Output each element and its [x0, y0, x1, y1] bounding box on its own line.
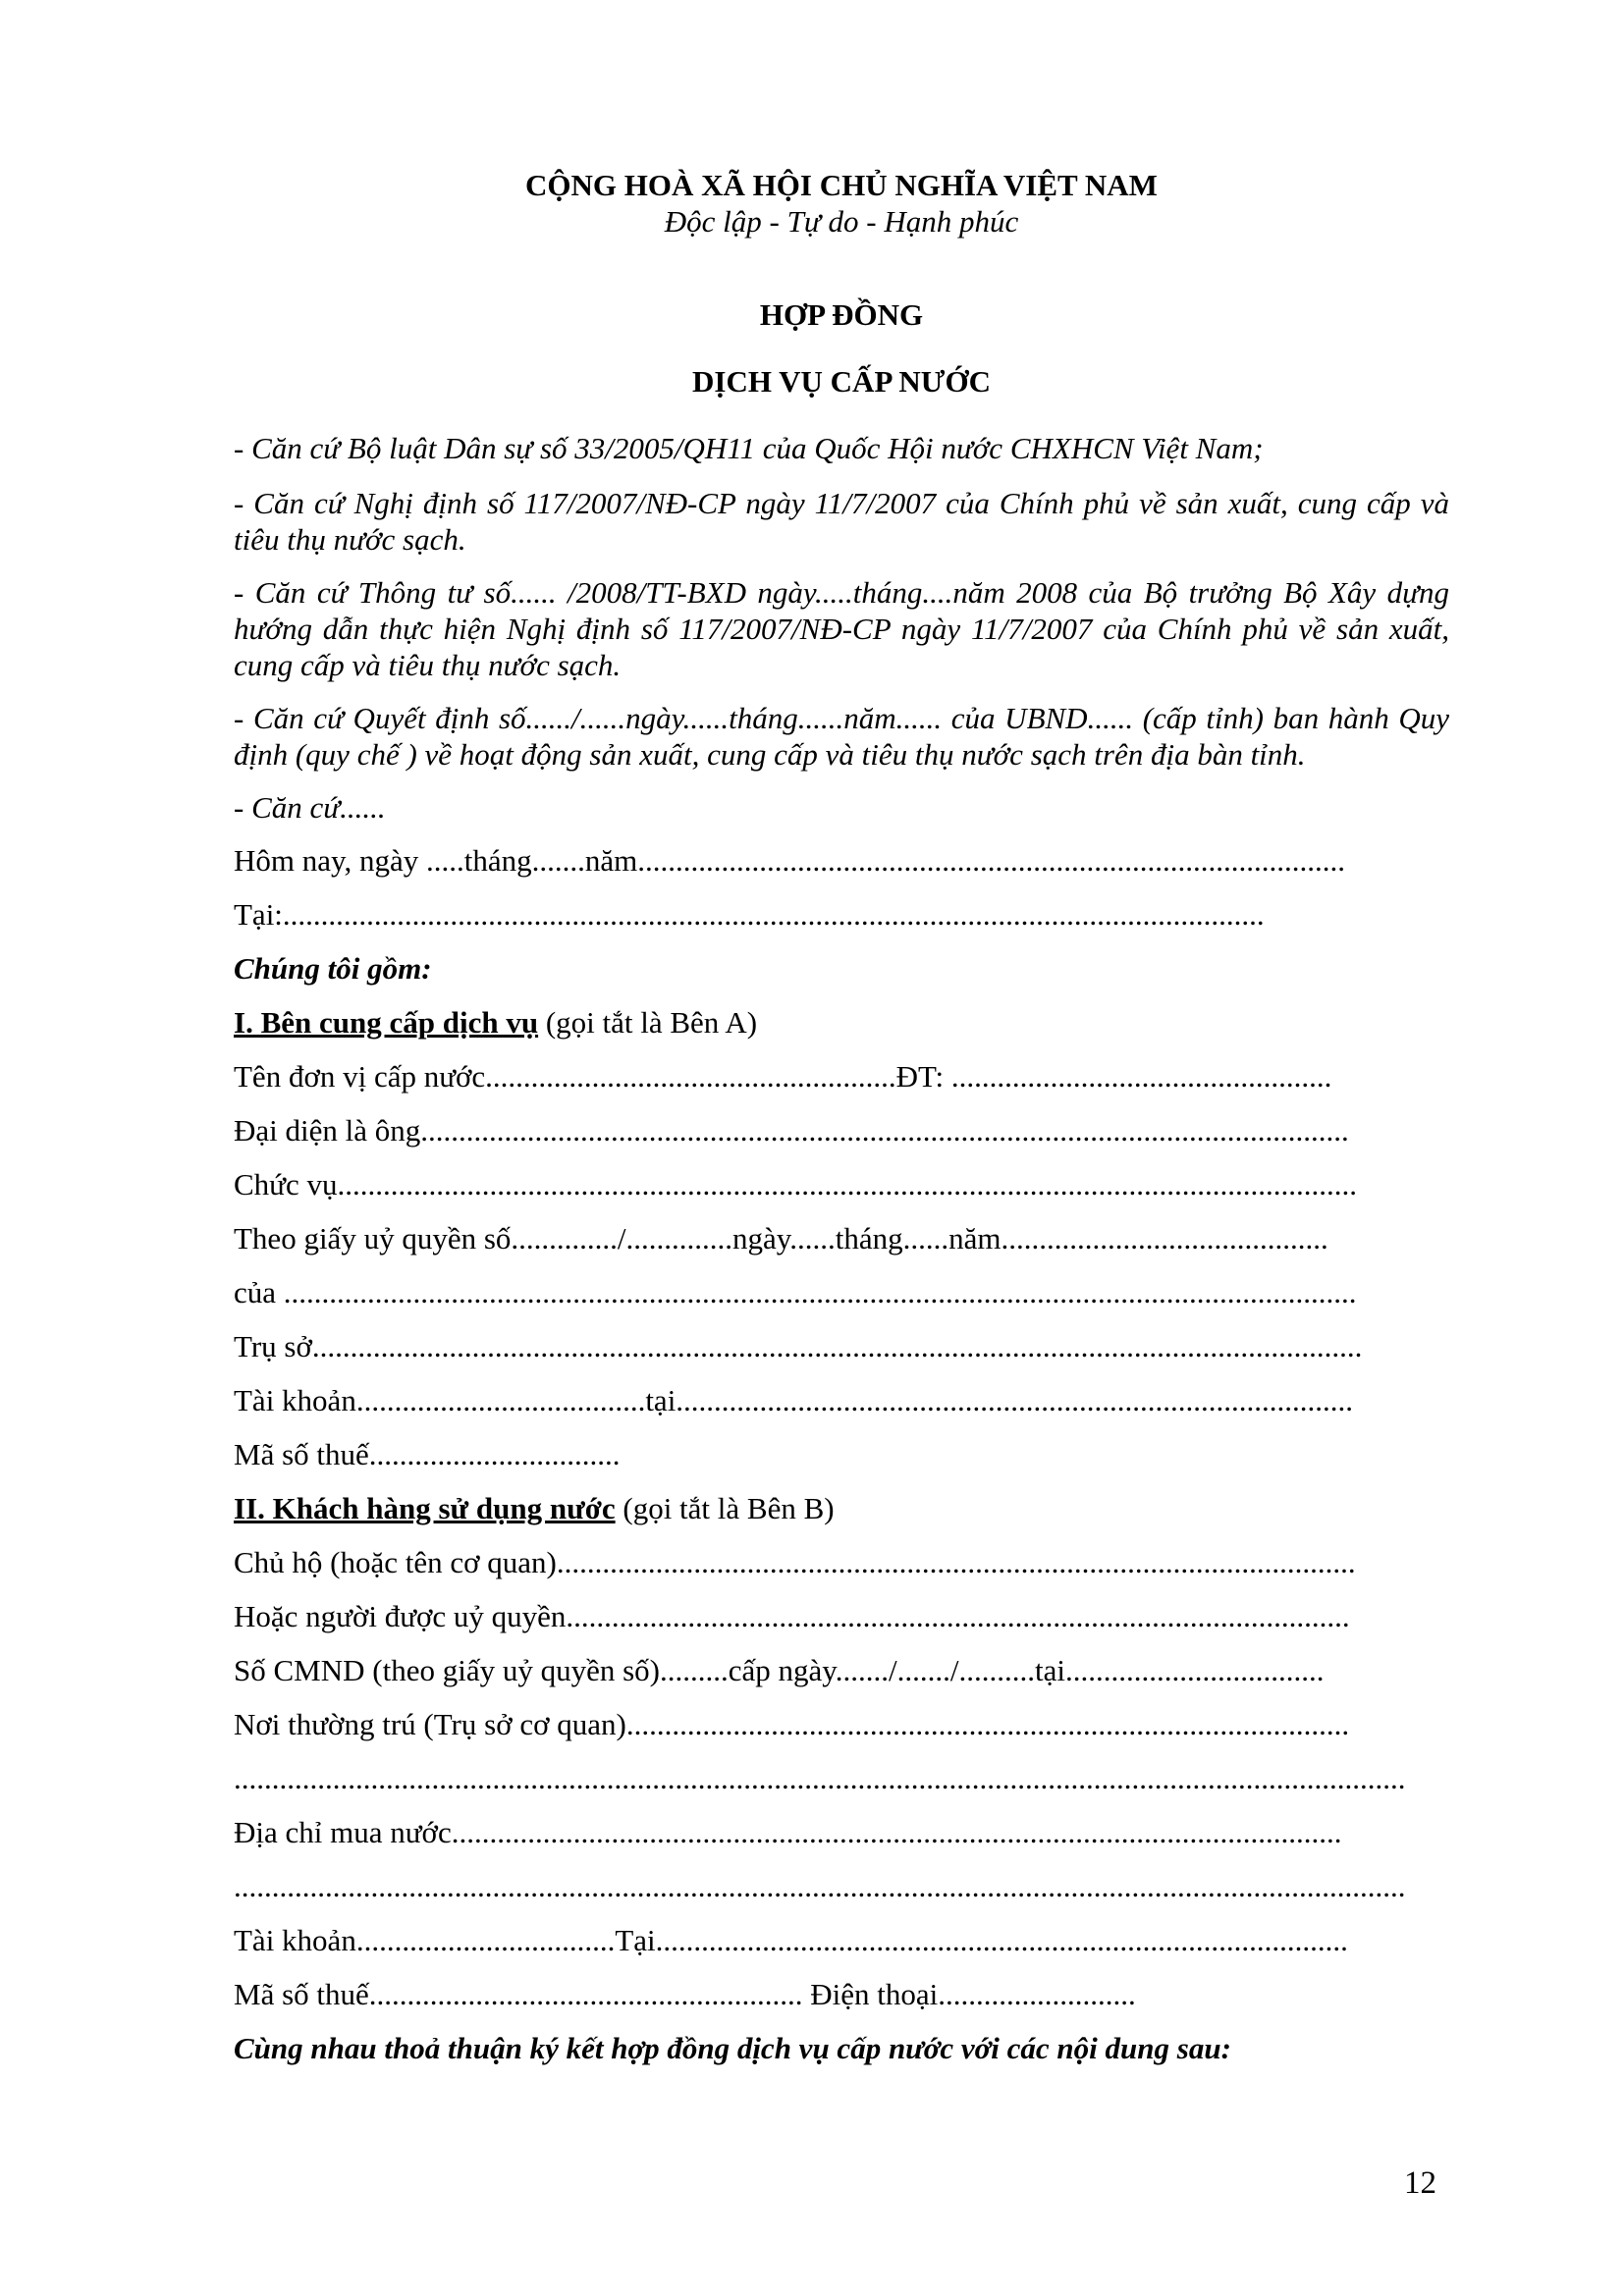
party-a-headquarters: Trụ sở..........................................................................................................................................	[234, 1329, 1363, 1363]
document-content	[234, 167, 1449, 2075]
party-a-heading-line	[234, 995, 1449, 1049]
party-a-heading-note: (gọi tắt là Bên A)	[538, 1005, 758, 1040]
party-b-authorized-person: Hoặc người được uỷ quyền.......................................................................................................	[234, 1599, 1350, 1633]
party-b-residence: Nơi thường trú (Trụ sở cơ quan)...............................................................................................	[234, 1707, 1350, 1741]
party-a-position: Chức vụ......................................................................................................................................	[234, 1167, 1357, 1201]
legal-basis-5: - Căn cứ......	[234, 790, 386, 825]
party-a-authorization: Theo giấy uỷ quyền số............../..............ngày......tháng......năm...........................................	[234, 1221, 1328, 1255]
party-b-water-address-continued: ..........................................................................................................................................................	[234, 1869, 1406, 1903]
agreement-statement: Cùng nhau thoả thuận ký kết hợp đồng dịch vụ cấp nước với các nội dung sau:	[234, 2031, 1231, 2065]
place-line: Tại:.................................................................................................................................	[234, 897, 1265, 932]
country-title: CỘNG HOÀ XÃ HỘI CHỦ NGHĨA VIỆT NAM	[525, 168, 1158, 202]
party-b-id-card: Số CMND (theo giấy uỷ quyền số).........cấp ngày......./......./..........tại..................................	[234, 1653, 1325, 1687]
national-motto: Độc lập - Tự do - Hạnh phúc	[664, 204, 1019, 239]
party-a-bank-account: Tài khoản......................................tại.........................................................................................	[234, 1383, 1354, 1417]
party-b-tax-phone: Mã số thuế......................................................... Điện thoại..........................	[234, 1977, 1136, 2011]
legal-basis-4: - Căn cứ Quyết định số....../......ngày......tháng......năm...... của UBND...... (cấp tỉnh) ban hành Quy định (quy chế ) về hoạt động sản xuất, cung cấp và tiêu thụ nước sạch trên địa bàn tỉnh.	[234, 701, 1449, 772]
party-b-heading-note: (gọi tắt là Bên B)	[615, 1491, 835, 1525]
party-b-owner: Chủ hộ (hoặc tên cơ quan).........................................................................................................	[234, 1545, 1356, 1579]
contract-title: HỢP ĐỒNG	[759, 297, 924, 332]
party-a-authorized-by: của .............................................................................................................................................	[234, 1275, 1357, 1309]
party-a-representative: Đại diện là ông..........................................................................................................................	[234, 1113, 1349, 1148]
parties-intro: Chúng tôi gồm:	[234, 951, 432, 986]
legal-basis-3: - Căn cứ Thông tư số...... /2008/TT-BXD ngày.....tháng....năm 2008 của Bộ trưởng Bộ Xây dựng hướng dẫn thực hiện Nghị định số 117/2007/NĐ-CP ngày 11/7/2007 của Chính phủ về sản xuất, cung cấp và tiêu thụ nước sạch.	[234, 575, 1449, 682]
party-a-tax-code: Mã số thuế.................................	[234, 1437, 621, 1471]
page-number: 12	[1404, 2165, 1436, 2201]
party-b-residence-continued: ..........................................................................................................................................................	[234, 1761, 1406, 1795]
legal-basis-1: - Căn cứ Bộ luật Dân sự số 33/2005/QH11 của Quốc Hội nước CHXHCN Việt Nam;	[234, 431, 1264, 465]
contract-subtitle: DỊCH VỤ CẤP NƯỚC	[692, 364, 991, 399]
party-b-bank-account: Tài khoản..................................Tại...........................................................................................	[234, 1923, 1348, 1957]
party-b-heading: II. Khách hàng sử dụng nước	[234, 1491, 616, 1525]
party-b-water-address: Địa chỉ mua nước.....................................................................................................................	[234, 1815, 1342, 1849]
legal-basis-2: - Căn cứ Nghị định số 117/2007/NĐ-CP ngày 11/7/2007 của Chính phủ về sản xuất, cung cấp và tiêu thụ nước sạch.	[234, 486, 1449, 557]
date-line: Hôm nay, ngày .....tháng.......năm.............................................................................................	[234, 843, 1345, 878]
party-a-unit-name: Tên đơn vị cấp nước......................................................ĐT: ..................................................	[234, 1059, 1332, 1094]
party-b-heading-line	[234, 1481, 1449, 1535]
party-a-heading: I. Bên cung cấp dịch vụ	[234, 1005, 539, 1040]
